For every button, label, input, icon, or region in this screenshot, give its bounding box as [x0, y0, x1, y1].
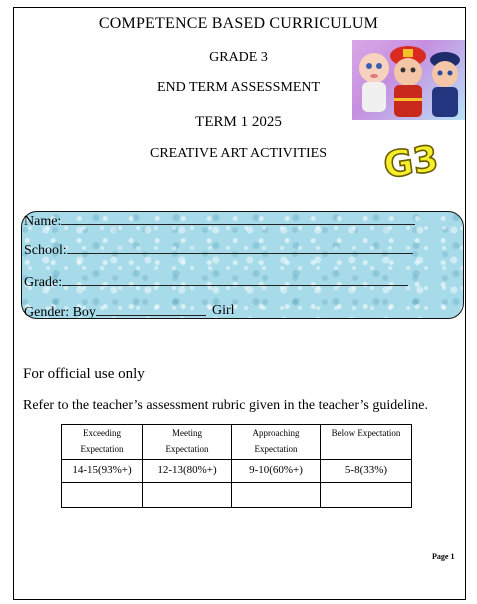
g3-logo-text: G3 [380, 138, 441, 187]
rubric-score-below: 5-8(33%) [321, 460, 412, 483]
rubric-blank-cell[interactable] [232, 483, 321, 508]
name-field[interactable] [24, 212, 415, 230]
rubric-header-exceeding: Exceeding Expectation [62, 425, 143, 460]
gender-boy-field[interactable] [24, 303, 206, 321]
g3-logo-icon [380, 125, 441, 187]
grade-label: Grade: [24, 275, 63, 290]
gender-girl-label: Girl [212, 303, 235, 318]
grade-title: GRADE 3 [209, 50, 268, 65]
school-line[interactable] [67, 241, 413, 254]
page-number: Page 1 [432, 552, 455, 561]
rubric-instruction: Refer to the teacher’s assessment rubric given in the teacher’s guideline. [23, 398, 428, 413]
subject-title: CREATIVE ART ACTIVITIES [149, 146, 327, 161]
rubric-blank-cell[interactable] [321, 483, 412, 508]
rubric-score-approaching: 9-10(60%+) [232, 460, 321, 483]
official-use-heading: For official use only [23, 366, 145, 382]
school-label: School: [24, 243, 67, 258]
gender-girl-field[interactable] [212, 303, 235, 319]
rubric-score-exceeding: 14-15(93%+) [62, 460, 143, 483]
rubric-header-approaching: Approaching Expectation [232, 425, 321, 460]
rubric-score-meeting: 12-13(80%+) [143, 460, 232, 483]
rubric-header-meeting: Meeting Expectation [143, 425, 232, 460]
assessment-title: END TERM ASSESSMENT [156, 80, 321, 95]
school-field[interactable] [24, 241, 413, 259]
cartoon-characters-image [352, 40, 465, 120]
rubric-blank-cell[interactable] [62, 483, 143, 508]
name-label: Name: [24, 214, 62, 229]
grade-line[interactable] [62, 273, 408, 286]
gender-boy-label: Gender: Boy [24, 305, 96, 320]
grade-field[interactable] [24, 273, 408, 291]
name-line[interactable] [61, 212, 415, 225]
curriculum-title: COMPETENCE BASED CURRICULUM [98, 15, 379, 32]
boy-line[interactable] [96, 303, 206, 316]
assessment-rubric-table [61, 424, 412, 508]
student-info-box [21, 211, 464, 319]
rubric-header-below: Below Expectation [321, 425, 412, 460]
term-title: TERM 1 2025 [195, 114, 282, 130]
rubric-blank-cell[interactable] [143, 483, 232, 508]
